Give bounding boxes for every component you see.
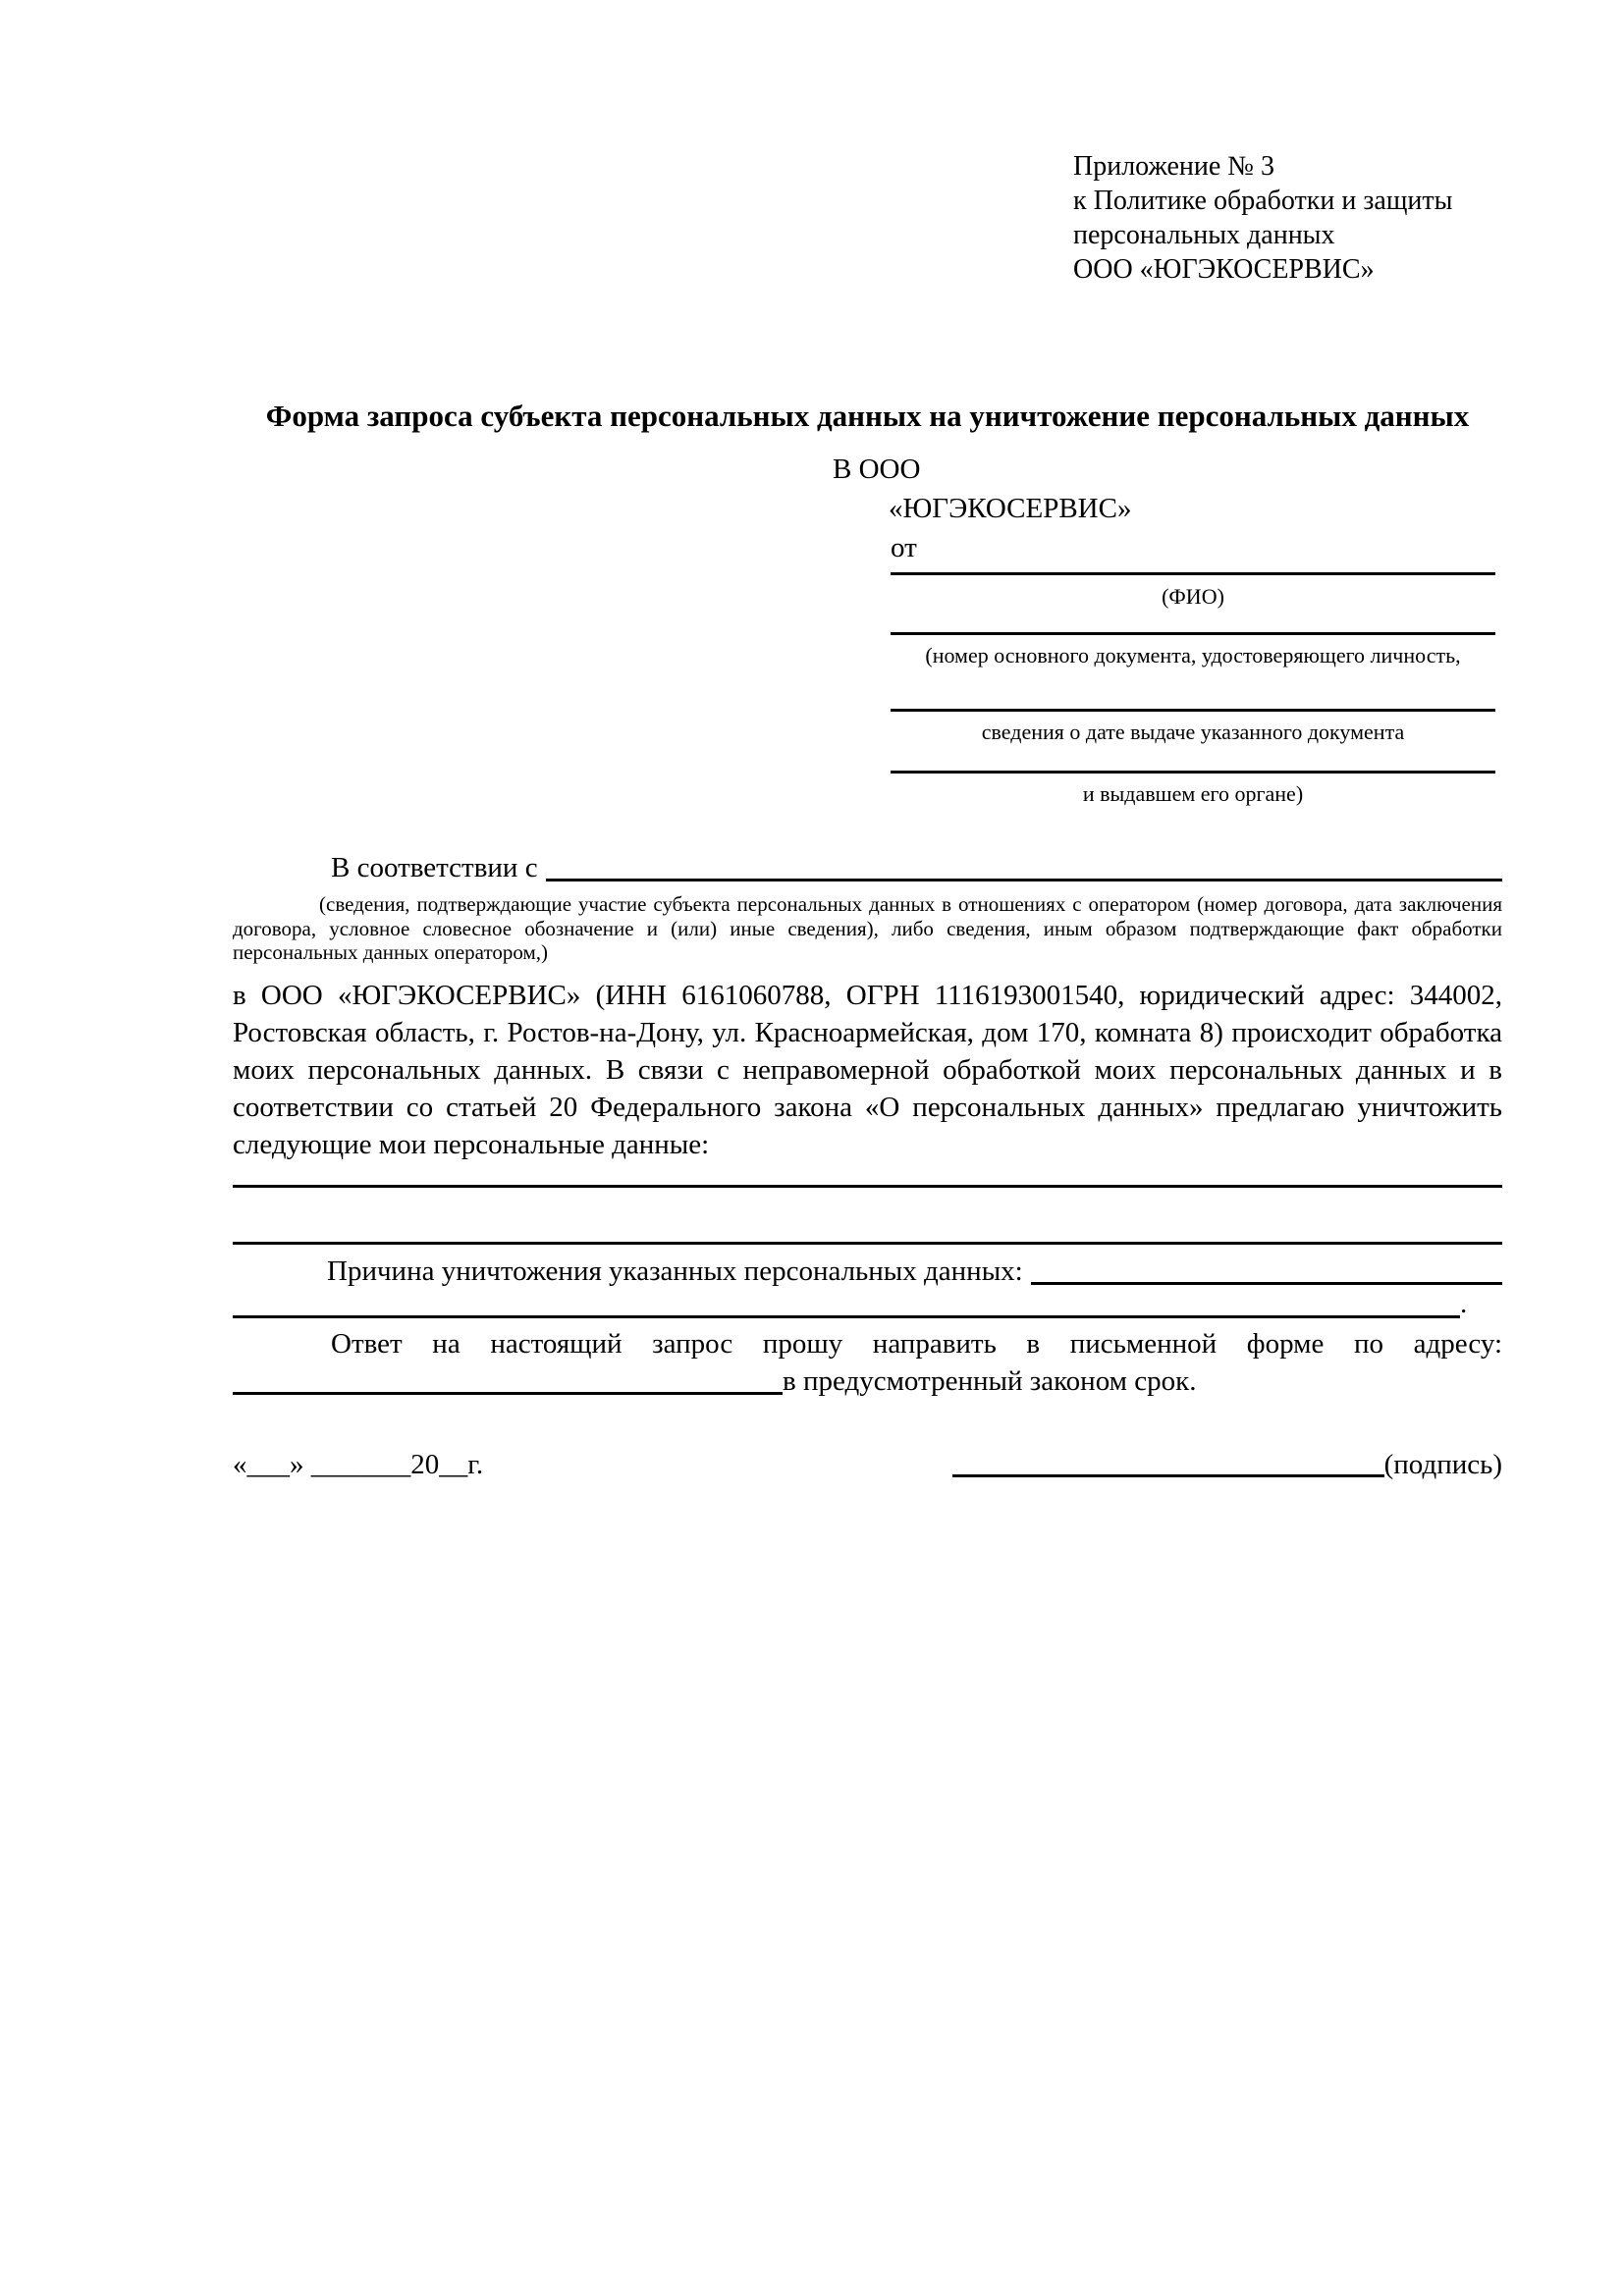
personal-data-blank-line-1 bbox=[233, 1163, 1502, 1188]
reason-row bbox=[233, 1253, 1502, 1290]
response-suffix: в предусмотренный законом срок. bbox=[783, 1364, 1197, 1397]
accordance-row bbox=[233, 849, 1502, 886]
issue-date-blank-line bbox=[891, 668, 1495, 712]
signature-blank-line bbox=[952, 1446, 1384, 1477]
issuing-authority-caption: и выдавшем его органе) bbox=[1082, 781, 1304, 806]
accordance-blank-line bbox=[546, 849, 1502, 881]
response-address-row bbox=[233, 1362, 1502, 1400]
appendix-note bbox=[1073, 0, 1502, 287]
reason-continuation-blank-line bbox=[233, 1290, 1460, 1318]
accordance-label: В соответствии с bbox=[331, 852, 538, 883]
addressee-org-name: «ЮГЭКОСЕРВИС» bbox=[889, 493, 1132, 524]
reason-continuation-period: . bbox=[1460, 1287, 1468, 1319]
issue-date-caption: сведения о дате выдаче указанного документа bbox=[981, 720, 1405, 744]
main-paragraph: в ООО «ЮГЭКОСЕРВИС» (ИНН 6161060788, ОГРН 1116193001540, юридический адрес: 344002, Ростовская область, г. Ростов-на-Дону, ул. Красноармейская, дом 170, комната 8) происходит обработка моих персональных данных. В связи с неправомерной обработкой моих персональных данных и в соответствии со статьей 20 Федерального закона «О персональных данных» предлагаю уничтожить следующие мои персональные данные: bbox=[233, 979, 1502, 1160]
signature-caption: (подпись) bbox=[1383, 1448, 1502, 1480]
issuing-authority-blank-line bbox=[891, 745, 1495, 774]
signature-group bbox=[952, 1446, 1502, 1483]
response-sentence: Ответ на настоящий запрос прошу направить в письменной форме по адресу: bbox=[331, 1327, 1502, 1360]
appendix-note-line: ООО «ЮГЭКОСЕРВИС» bbox=[1073, 254, 1375, 285]
fio-blank-line bbox=[891, 567, 1495, 575]
reason-continuation-row bbox=[233, 1287, 1502, 1319]
personal-data-blank-line-2 bbox=[233, 1188, 1502, 1245]
appendix-note-line: персональных данных bbox=[1073, 220, 1335, 250]
document-number-blank-line bbox=[891, 610, 1495, 635]
date-line: «___» _______20__г. bbox=[233, 1448, 484, 1480]
fio-caption: (ФИО) bbox=[1162, 584, 1224, 609]
fine-print-note: (сведения, подтверждающие участие субъекта персональных данных в отношениях с оператором (номер договора, дата заключения договора, условное словесное обозначение и (или) иные сведения), либо сведения, иным образом подтверждающие факт обработки персональных данных оператором,) bbox=[233, 892, 1502, 964]
reason-blank-line bbox=[1031, 1253, 1502, 1285]
reason-label: Причина уничтожения указанных персональных данных: bbox=[327, 1255, 1023, 1287]
footer-row bbox=[233, 1446, 1502, 1483]
addressee-from-label: от bbox=[891, 532, 917, 563]
addressee-block bbox=[233, 450, 1502, 567]
document-number-caption: (номер основного документа, удостоверяющего личность, bbox=[925, 643, 1461, 667]
appendix-note-line: к Политике обработки и защиты bbox=[1073, 186, 1453, 216]
appendix-note-line: Приложение № 3 bbox=[1073, 151, 1274, 182]
document-title: Форма запроса субъекта персональных данных на уничтожение персональных данных bbox=[265, 399, 1470, 433]
addressee-org-prefix: В ООО bbox=[833, 454, 921, 485]
address-blank-line bbox=[233, 1362, 783, 1395]
